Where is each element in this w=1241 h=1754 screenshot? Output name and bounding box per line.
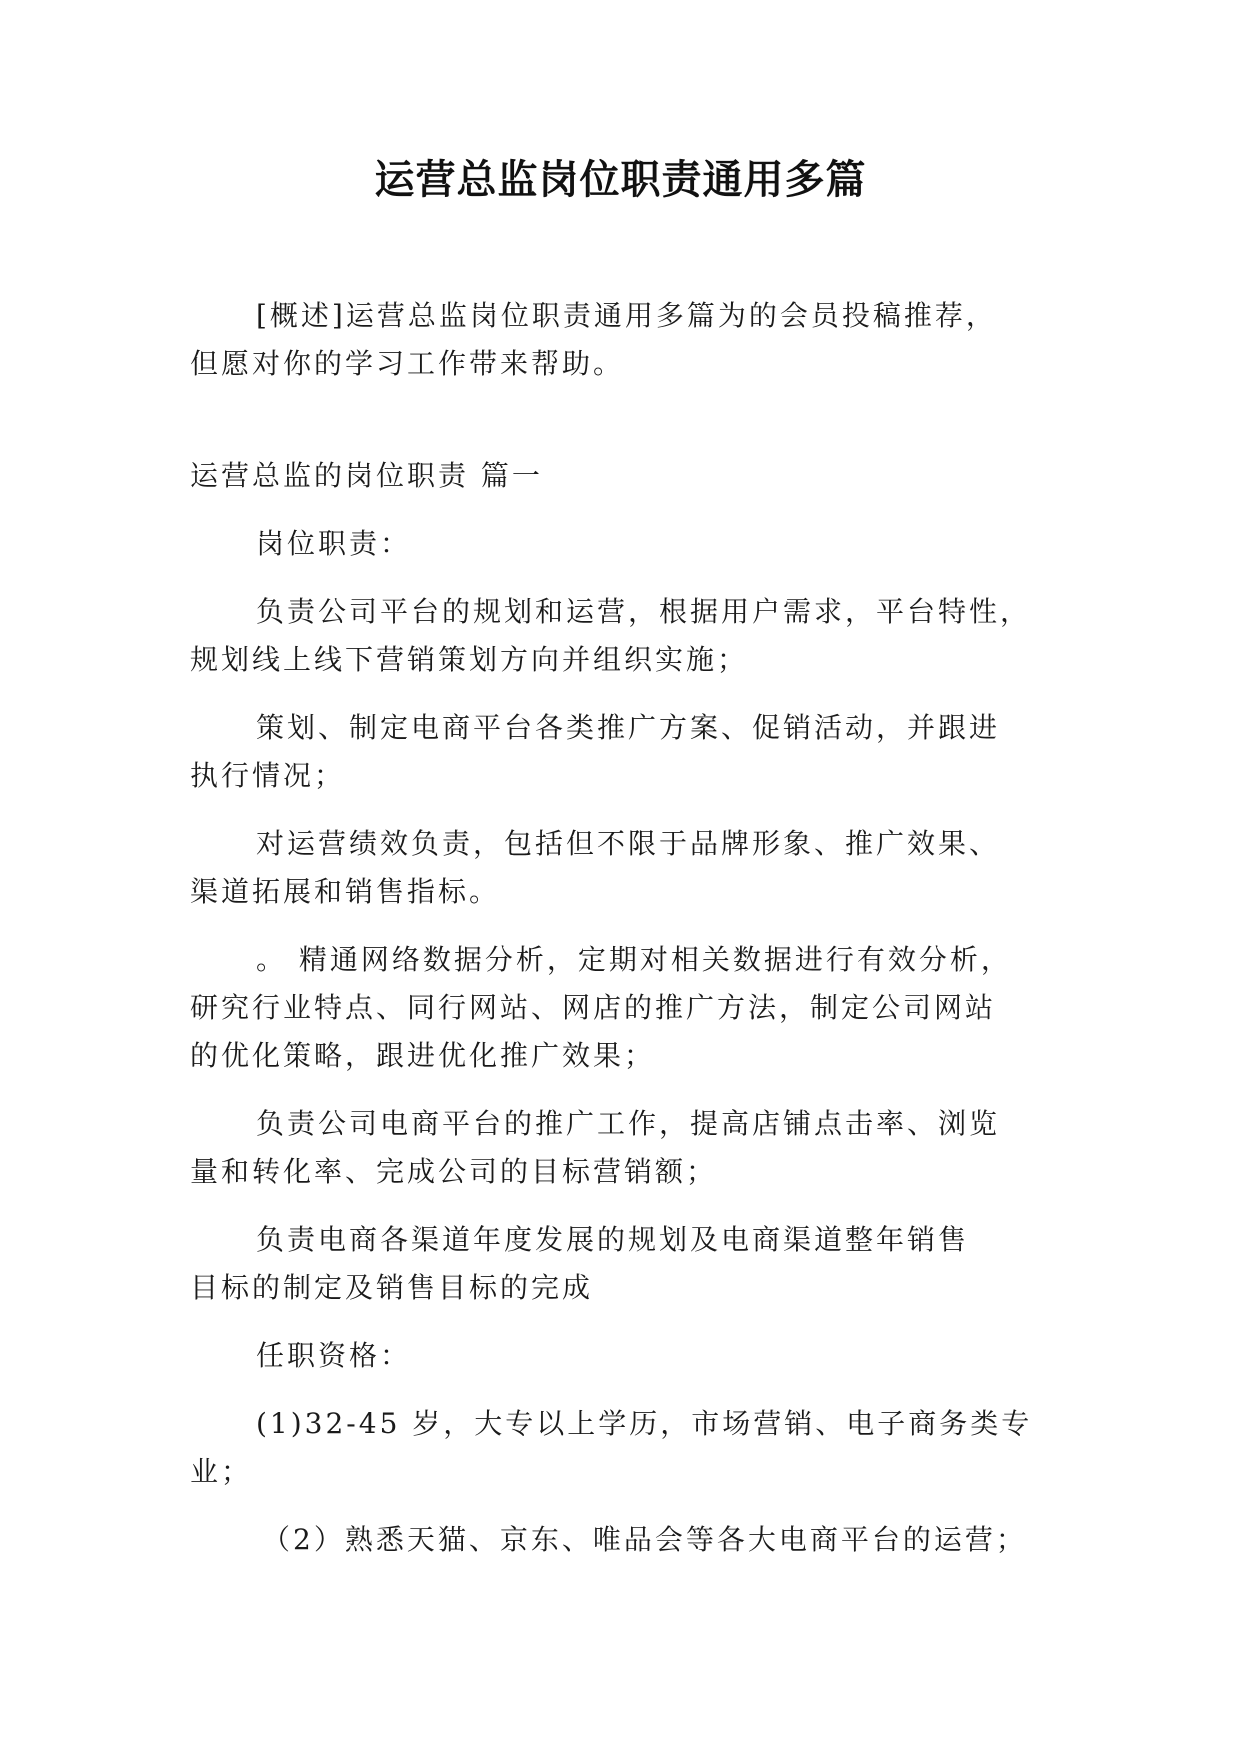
paragraph-line: 研究行业特点、同行网站、网店的推广方法，制定公司网站 <box>190 991 997 1024</box>
paragraph-line: （2）熟悉天猫、京东、唯品会等各大电商平台的运营； <box>262 1523 1027 1556</box>
paragraph-line: 业； <box>190 1455 253 1488</box>
paragraph-line: 负责公司平台的规划和运营，根据用户需求，平台特性， <box>256 595 1032 628</box>
paragraph-line: 执行情况； <box>190 759 346 792</box>
paragraph-line: 渠道拓展和销售指标。 <box>190 875 501 908</box>
paragraph-line: 目标的制定及销售目标的完成 <box>190 1271 594 1304</box>
paragraph-line: 规划线上线下营销策划方向并组织实施； <box>190 643 749 676</box>
duties-heading: 岗位职责： <box>256 527 412 560</box>
paragraph-line: 负责公司电商平台的推广工作，提高店铺点击率、浏览 <box>256 1107 1001 1140</box>
paragraph-line: (1)32-45 岁，大专以上学历，市场营销、电子商务类专 <box>256 1407 1033 1440</box>
document-body <box>190 292 1052 1564</box>
paragraph-line: 对运营绩效负责，包括但不限于品牌形象、推广效果、 <box>256 827 1001 860</box>
paragraph-line: 负责电商各渠道年度发展的规划及电商渠道整年销售 <box>256 1223 970 1256</box>
paragraph-line: 量和转化率、完成公司的目标营销额； <box>190 1155 718 1188</box>
qualifications-heading: 任职资格： <box>256 1339 412 1372</box>
paragraph-line: 策划、制定电商平台各类推广方案、促销活动，并跟进 <box>256 711 1001 744</box>
summary-line-1: [概述]运营总监岗位职责通用多篇为的会员投稿推荐， <box>256 299 997 332</box>
summary-line-2: 但愿对你的学习工作带来帮助。 <box>190 347 625 380</box>
paragraph-line: 。 精通网络数据分析，定期对相关数据进行有效分析， <box>256 943 1012 976</box>
section-heading: 运营总监的岗位职责 篇一 <box>190 459 543 492</box>
paragraph-line: 的优化策略，跟进优化推广效果； <box>190 1039 656 1072</box>
document-title: 运营总监岗位职责通用多篇 <box>374 157 867 203</box>
